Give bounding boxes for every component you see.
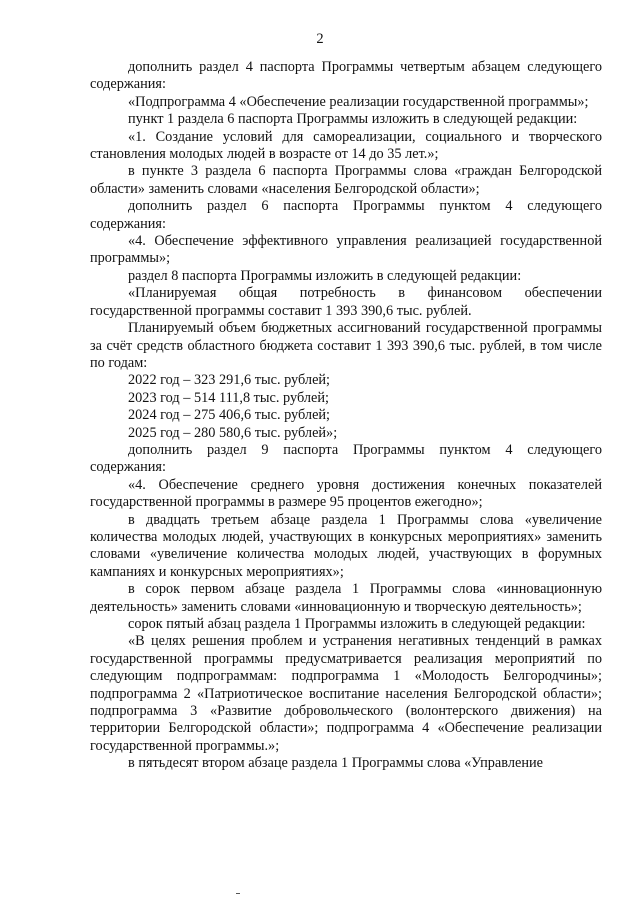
year-amount-line: 2022 год – 323 291,6 тыс. рублей; (128, 372, 331, 389)
year-amount-line: 2023 год – 514 111,8 тыс. рублей; (128, 389, 329, 406)
paragraph: пункт 1 раздела 6 паспорта Программы изложить в следующей редакции: (128, 111, 578, 128)
scan-mark (236, 893, 240, 894)
paragraph: «4. Обеспечение среднего уровня достижения конечных показателей государственной программы в размере 95 процентов ежегодно»; (90, 476, 602, 511)
document-body (90, 59, 602, 773)
paragraph: в сорок первом абзаце раздела 1 Программы слова «инновационную деятельность» заменить словами «инновационную и творческую деятельность»; (90, 581, 602, 615)
paragraph: «4. Обеспечение эффективного управления реализацией государственной программы»; (90, 233, 602, 267)
paragraph: в двадцать третьем абзаце раздела 1 Программы слова «увеличение количества молодых людей, участвующих в конкурсных мероприятиях» заменить словами «увеличение количества молодых людей, участвующих в форумных кампаниях и конкурсных мероприятиях»; (90, 511, 602, 580)
paragraph: «В целях решения проблем и устранения негативных тенденций в рамках государственной программы предусматривается реализация мероприятий по следующим подпрограммам: подпрограмма 1 «Молодость Белгородчины»; подпрограмма 2 «Патриотическое воспитание населения Белгородской области»; подпрограмма 3 «Развитие добровольческого (волонтерского движения) на территории Белгородской области»; подпрограмма 4 «Обеспечение реализации государственной программы.»; (90, 633, 602, 754)
paragraph: дополнить раздел 9 паспорта Программы пунктом 4 следующего содержания: (90, 441, 602, 476)
paragraph: в пункте 3 раздела 6 паспорта Программы слова «граждан Белгородской области» заменить словами «населения Белгородской области»; (90, 163, 602, 197)
paragraph: «Планируемая общая потребность в финансовом обеспечении государственной программы составит 1 393 390,6 тыс. рублей. (90, 285, 602, 319)
paragraph: в пятьдесят втором абзаце раздела 1 Программы слова «Управление (128, 755, 543, 772)
paragraph: сорок пятый абзац раздела 1 Программы изложить в следующей редакции: (128, 616, 586, 632)
year-amount-line: 2025 год – 280 580,6 тыс. рублей»; (128, 424, 338, 441)
paragraph: «1. Создание условий для самореализации, социального и творческого становления молодых людей в возрасте от 14 до 35 лет.»; (90, 128, 602, 163)
paragraph: Планируемый объем бюджетных ассигнований государственной программы за счёт средств областного бюджета составит 1 393 390,6 тыс. рублей, в том числе по годам: (90, 320, 602, 371)
year-amount-line: 2024 год – 275 406,6 тыс. рублей; (128, 407, 331, 424)
paragraph: дополнить раздел 6 паспорта Программы пунктом 4 следующего содержания: (90, 198, 602, 232)
page-number: 2 (316, 31, 324, 47)
paragraph: «Подпрограмма 4 «Обеспечение реализации государственной программы»; (128, 93, 589, 110)
paragraph: дополнить раздел 4 паспорта Программы четвертым абзацем следующего содержания: (90, 59, 602, 93)
paragraph: раздел 8 паспорта Программы изложить в следующей редакции: (128, 267, 522, 284)
